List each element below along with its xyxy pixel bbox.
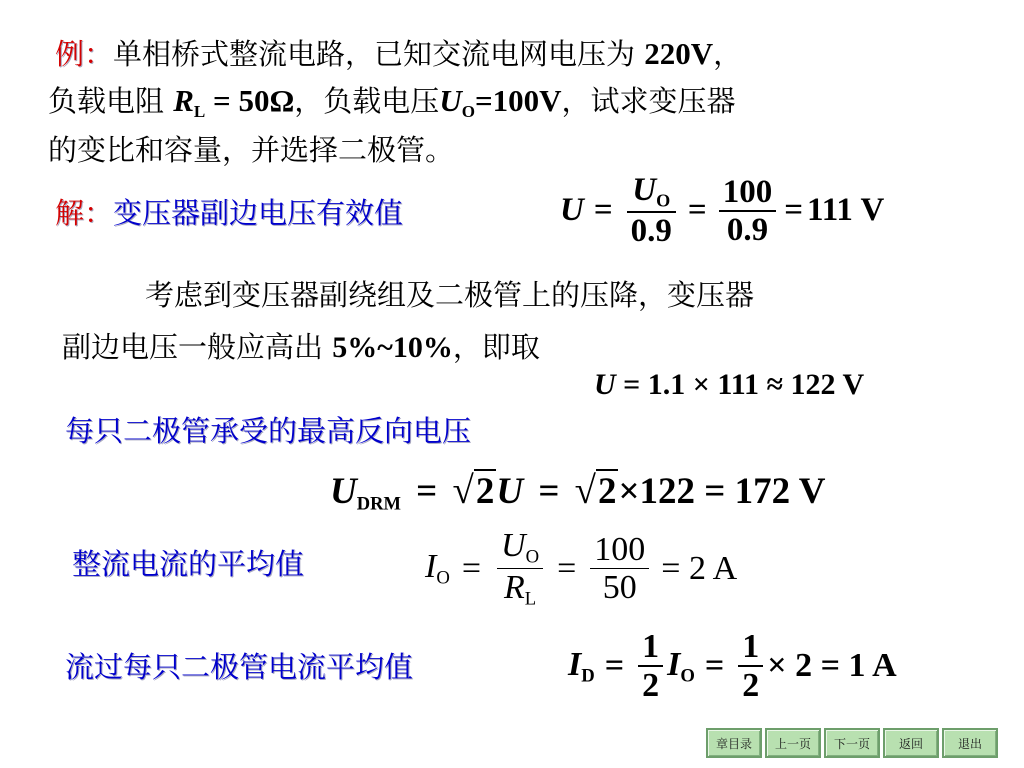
eq2-rhs: = 1.1 × 111 ≈ 122 V (623, 368, 865, 401)
id-equals-2: = (704, 647, 725, 685)
paragraph-line-1: 考虑到变压器副绕组及二极管上的压降，变压器 (145, 278, 755, 312)
problem-line-1 (55, 38, 742, 69)
io-den2: 50 (602, 569, 637, 607)
paragraph-end: ，即取 (452, 330, 540, 364)
id-fraction-1 (638, 628, 663, 705)
equation-secondary-voltage (560, 172, 884, 250)
u-subscript: O (461, 101, 475, 121)
solution-label: 解： (55, 196, 114, 230)
udrm-equals-2: = (538, 471, 560, 512)
grid-voltage-value: 220V (644, 36, 714, 71)
paragraph-text: 副边电压一般应高出 (62, 330, 324, 364)
solution-title: 变压器副边电压有效值 (113, 196, 404, 230)
udrm-equals: = (416, 471, 438, 512)
problem-line-3: 的变比和容量，并选择二极管。 (48, 133, 455, 167)
problem-line-2 (48, 85, 736, 120)
id-subscript: D (581, 665, 595, 687)
u-value: =100V (474, 83, 562, 118)
problem-text-2a: 负载电阻 (48, 84, 165, 118)
io-equals-2: = (557, 549, 577, 587)
load-resistance (173, 83, 295, 121)
io-result: = 2 A (661, 549, 738, 587)
id-num2: 1 (738, 628, 763, 667)
udrm-subscript: DRM (356, 494, 401, 515)
eq1-equals-2: = (687, 192, 707, 229)
problem-comma: ， (713, 37, 743, 71)
chapter-toc-button[interactable]: 章目录 (706, 728, 762, 758)
problem-text-1: 单相桥式整流电路，已知交流电网电压为 (113, 37, 636, 71)
eq1-result: 111 V (807, 192, 885, 229)
problem-text-2b: ，负载电压 (294, 84, 440, 118)
load-voltage (439, 83, 562, 121)
eq1-lhs: U (560, 192, 584, 229)
next-page-button[interactable]: 下一页 (824, 728, 880, 758)
r-value: = 50Ω (213, 83, 295, 118)
sqrt-2-b: √2 (574, 469, 617, 512)
equation-avg-current (425, 527, 737, 610)
io-num1: U (501, 527, 526, 564)
id-equals: = (604, 647, 625, 685)
id-fraction-2 (738, 628, 763, 705)
eq1-num2: 100 (719, 174, 777, 212)
exit-button[interactable]: 退出 (942, 728, 998, 758)
problem-text-2c: ，试求变压器 (561, 84, 736, 118)
id-io-symbol: I (667, 645, 681, 683)
eq1-den1: 0.9 (630, 213, 672, 250)
avg-current-heading: 整流电流的平均值 (72, 547, 305, 581)
diode-voltage-heading: 每只二极管承受的最高反向电压 (65, 414, 472, 448)
back-button[interactable]: 返回 (883, 728, 939, 758)
diode-current-heading: 流过每只二极管电流平均值 (65, 650, 414, 684)
id-num1: 1 (638, 628, 663, 667)
solution-heading (55, 196, 404, 230)
udrm-u: U (496, 471, 524, 512)
id-den1: 2 (642, 667, 660, 705)
equation-diode-voltage (330, 468, 825, 515)
io-den1-sub: L (524, 588, 537, 610)
example-label: 例： (55, 37, 114, 71)
r-symbol: R (173, 83, 194, 118)
io-num1-sub: O (525, 546, 540, 568)
r-subscript: L (193, 101, 206, 121)
prev-page-button[interactable]: 上一页 (765, 728, 821, 758)
eq1-fraction-2 (719, 174, 777, 249)
io-den1: R (503, 569, 525, 607)
u-symbol: U (439, 83, 462, 118)
eq1-den2: 0.9 (726, 211, 769, 248)
id-symbol: I (568, 645, 582, 683)
id-io-subscript: O (680, 665, 695, 687)
id-result: × 2 = 1 A (767, 647, 897, 685)
sqrt-2-b-value: 2 (597, 471, 617, 512)
equation-diode-current (568, 628, 897, 705)
id-den2: 2 (742, 667, 760, 705)
equation-chosen-voltage (594, 368, 864, 402)
sqrt-2-a-value: 2 (475, 471, 495, 512)
io-num2: 100 (590, 531, 649, 569)
sqrt-2-a: √2 (452, 469, 495, 512)
paragraph-line-2 (62, 330, 540, 364)
percent-range: 5%~10% (332, 331, 453, 364)
eq2-lhs: U (594, 368, 616, 401)
io-fraction-1 (497, 527, 543, 610)
eq1-fraction-1 (627, 172, 676, 250)
io-symbol: I (425, 547, 437, 585)
udrm-symbol: U (330, 471, 357, 512)
io-equals: = (461, 549, 482, 587)
eq1-num1-sub: O (656, 190, 671, 211)
eq1-equals-3: = (784, 192, 804, 229)
io-subscript: O (436, 567, 450, 589)
eq1-equals: = (593, 192, 613, 229)
udrm-result: ×122 = 172 V (618, 471, 826, 512)
io-fraction-2 (590, 531, 649, 607)
eq1-num1: U (632, 172, 657, 208)
